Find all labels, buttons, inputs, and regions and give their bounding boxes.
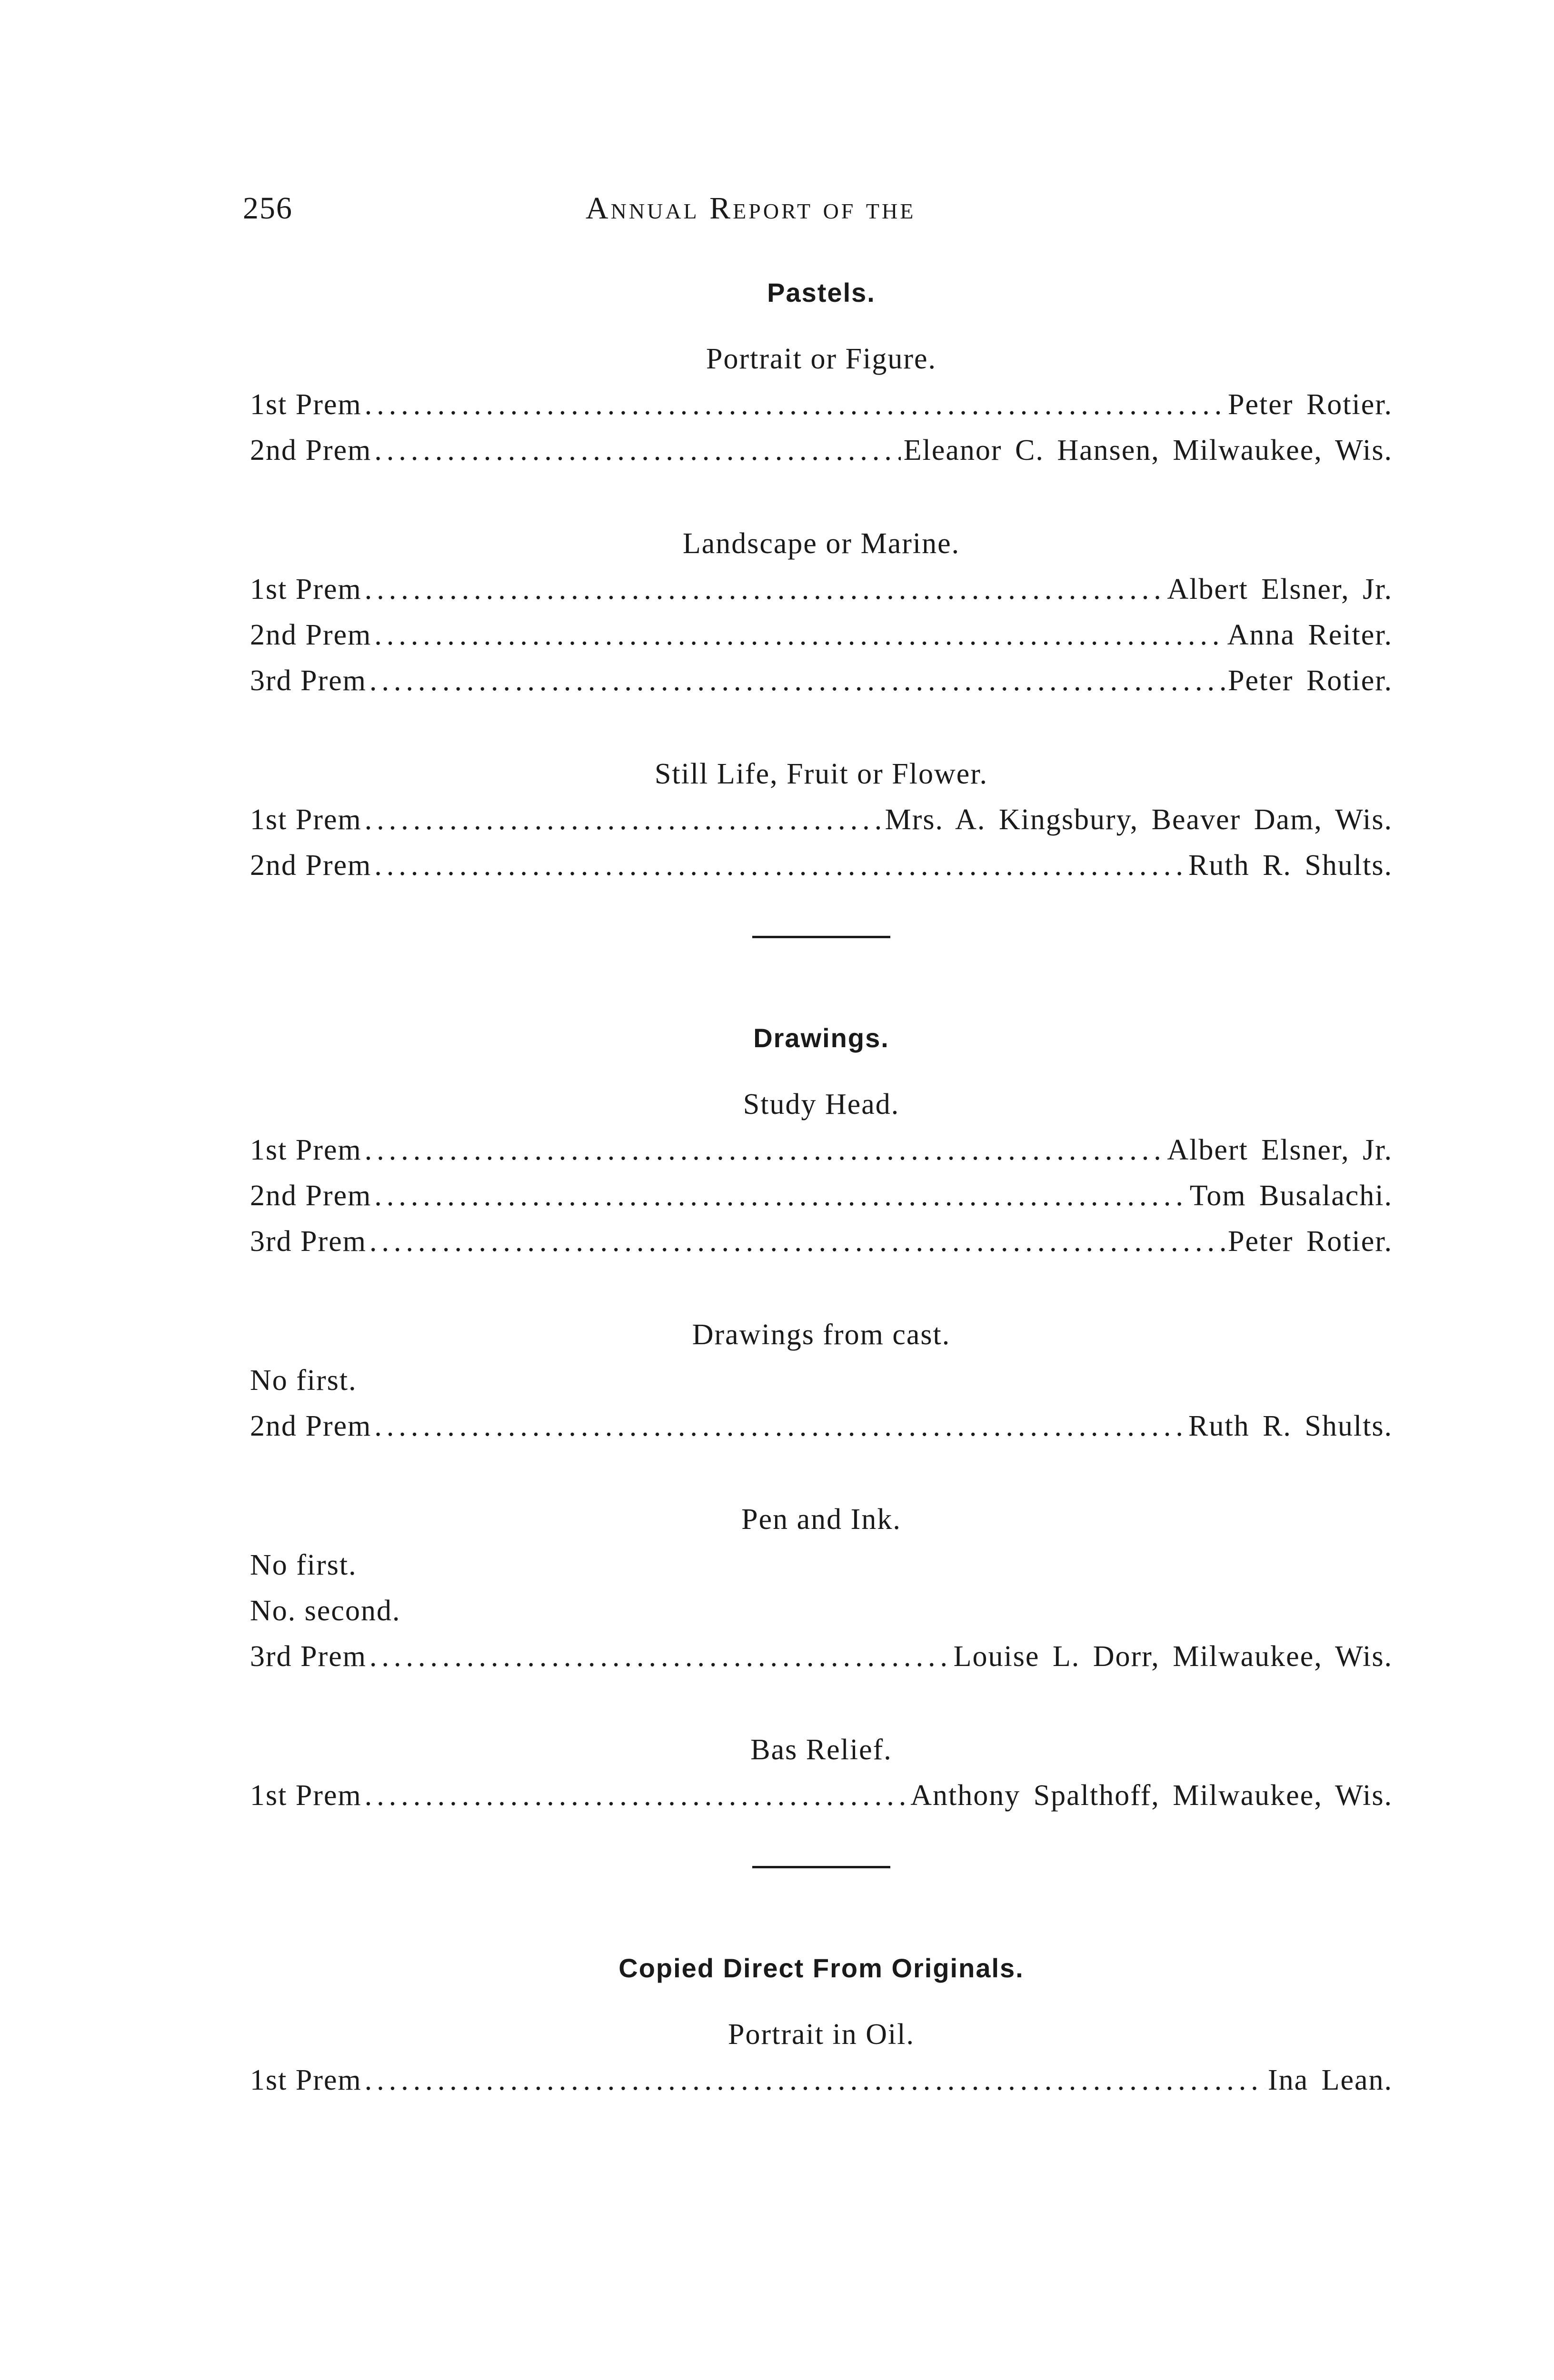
award-row [250,1403,1393,1449]
category-title: Still Life, Fruit or Flower. [654,758,988,790]
award-winner: Ruth R. Shults. [1188,1410,1393,1442]
award-winner: Tom Busalachi. [1189,1180,1393,1212]
section-divider [752,936,890,938]
category-still-life [250,751,1393,888]
award-winner: Albert Elsner, Jr. [1167,573,1393,605]
note-line: No first. [250,1549,357,1581]
award-winner: Peter Rotier. [1228,1225,1393,1258]
note-line: No. second. [250,1595,401,1627]
award-label: 3rd Prem [250,1225,367,1258]
dot-leader [365,566,1165,612]
award-row [250,612,1393,658]
dot-leader [374,427,900,473]
award-winner: Peter Rotier. [1228,664,1393,697]
section-pastels [250,276,1393,888]
category-title: Study Head. [743,1088,900,1121]
award-label: 2nd Prem [250,434,372,466]
category-study-head [250,1081,1393,1264]
award-row [250,566,1393,612]
category-title: Bas Relief. [750,1734,892,1766]
award-winner: Mrs. A. Kingsbury, Beaver Dam, Wis. [885,803,1393,836]
award-winner: Albert Elsner, Jr. [1167,1134,1393,1166]
dot-leader [365,1127,1165,1173]
dot-leader [374,612,1224,658]
section-drawings [250,1021,1393,1818]
award-label: 2nd Prem [250,1410,372,1442]
award-row [250,797,1393,843]
award-row [250,1173,1393,1219]
category-pen-and-ink [250,1497,1393,1679]
section-title: Drawings. [753,1023,889,1053]
dot-leader [365,797,882,843]
award-row [250,658,1393,704]
award-row [250,1219,1393,1264]
section-title: Copied Direct From Originals. [618,1953,1024,1983]
dot-leader [365,1773,907,1818]
category-title: Portrait in Oil. [728,2018,915,2051]
award-label: 1st Prem [250,2064,362,2096]
category-drawings-from-cast [250,1312,1393,1449]
dot-leader [369,1219,1225,1264]
category-portrait-or-figure [250,336,1393,473]
award-label: 2nd Prem [250,849,372,882]
section-copied-from-originals [250,1952,1393,2103]
dot-leader [365,2057,1265,2103]
award-row [250,2057,1393,2103]
award-winner: Ruth R. Shults. [1188,849,1393,882]
page-content [250,276,1393,2103]
award-label: 2nd Prem [250,1180,372,1212]
section-divider [752,1866,890,1868]
running-head [243,190,1395,248]
section-title: Pastels. [767,278,876,307]
award-row [250,1127,1393,1173]
category-landscape-or-marine [250,521,1393,704]
dot-leader [374,1173,1186,1219]
note-line: No first. [250,1364,357,1397]
award-row [250,382,1393,427]
award-winner: Eleanor C. Hansen, Milwaukee, Wis. [903,434,1393,466]
award-label: 2nd Prem [250,619,372,651]
award-label: 1st Prem [250,388,362,421]
category-title: Drawings from cast. [692,1319,951,1351]
dot-leader [374,1403,1185,1449]
award-row [250,427,1393,473]
award-winner: Ina Lean. [1267,2064,1393,2096]
category-title: Landscape or Marine. [682,527,960,560]
dot-leader [365,382,1225,427]
dot-leader [369,1634,951,1679]
award-label: 3rd Prem [250,1640,367,1673]
page-number: 256 [243,191,293,226]
award-winner: Anna Reiter. [1227,619,1393,651]
award-label: 1st Prem [250,803,362,836]
award-winner: Peter Rotier. [1228,388,1393,421]
award-row [250,1634,1393,1679]
dot-leader [369,658,1225,704]
award-label: 1st Prem [250,573,362,605]
award-winner: Anthony Spalthoff, Milwaukee, Wis. [910,1779,1393,1812]
award-winner: Louise L. Dorr, Milwaukee, Wis. [953,1640,1393,1673]
award-row [250,1773,1393,1818]
dot-leader [374,843,1185,888]
award-row [250,843,1393,888]
category-bas-relief [250,1727,1393,1818]
category-title: Pen and Ink. [741,1503,901,1536]
award-label: 3rd Prem [250,664,367,697]
award-label: 1st Prem [250,1134,362,1166]
award-label: 1st Prem [250,1779,362,1812]
running-title: Annual Report of the [586,191,916,226]
category-title: Portrait or Figure. [706,343,936,375]
category-portrait-in-oil [250,2012,1393,2103]
